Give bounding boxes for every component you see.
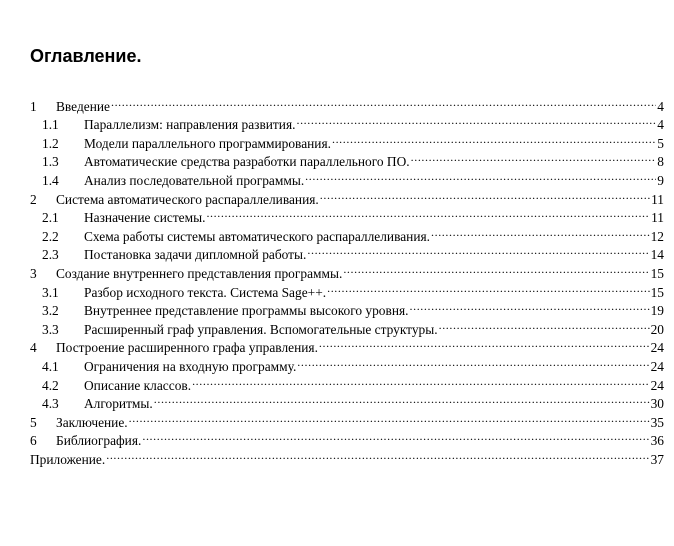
toc-entry-title: Приложение. (30, 451, 106, 467)
toc-entry[interactable] (30, 390, 664, 412)
toc-entry[interactable] (30, 315, 664, 337)
toc-entry-title: Расширенный граф управления. Вспомогательные структуры. (84, 321, 438, 337)
toc-entry-number: 1.2 (42, 135, 59, 151)
toc-entry[interactable] (30, 352, 664, 374)
toc-entry[interactable] (30, 259, 664, 281)
toc-entry-page-number: 37 (650, 451, 664, 467)
toc-entry[interactable] (30, 297, 664, 319)
toc-entry-page-number: 15 (650, 265, 664, 281)
toc-entry-number: 2.1 (42, 210, 59, 226)
toc-entry-number: 3.3 (42, 321, 59, 337)
toc-dot-leader (296, 111, 656, 130)
toc-entry[interactable] (30, 185, 664, 207)
toc-entry-page-number: 4 (657, 117, 664, 133)
toc-entry-number: 3.2 (42, 303, 59, 319)
toc-entry-number: 4 (30, 340, 37, 356)
toc-dot-leader (410, 297, 650, 316)
toc-entry-title: Схема работы системы автоматического распараллеливания. (84, 228, 430, 244)
toc-entry-title: Описание классов. (84, 377, 192, 393)
toc-entry-title: Создание внутреннего представления программы. (56, 265, 343, 281)
toc-entry-number: 3 (30, 265, 37, 281)
toc-dot-leader (307, 241, 649, 260)
toc-entry-title: Библиография. (56, 433, 142, 449)
toc-list (30, 92, 664, 467)
toc-dot-leader (411, 148, 657, 167)
toc-entry-page-number: 8 (657, 154, 664, 170)
toc-entry-number: 2.2 (42, 228, 59, 244)
toc-dot-leader (129, 408, 650, 427)
toc-dot-leader (154, 390, 650, 409)
toc-entry-title: Алгоритмы. (84, 396, 153, 412)
toc-entry-number: 1.1 (42, 117, 59, 133)
toc-dot-leader (332, 129, 656, 148)
toc-entry-number: 3.1 (42, 284, 59, 300)
toc-entry[interactable] (30, 111, 664, 133)
toc-entry[interactable] (30, 204, 664, 226)
toc-entry-number: 1 (30, 98, 37, 114)
toc-entry-page-number: 15 (650, 284, 664, 300)
document-page (30, 44, 664, 467)
toc-entry[interactable] (30, 129, 664, 151)
toc-entry-number: 2.3 (42, 247, 59, 263)
toc-entry-page-number: 9 (657, 172, 664, 188)
toc-entry-page-number: 12 (650, 228, 664, 244)
toc-entry-page-number: 11 (651, 191, 664, 207)
toc-entry[interactable] (30, 92, 664, 114)
toc-entry-number: 4.1 (42, 358, 59, 374)
toc-entry-title: Система автоматического распараллеливания. (56, 191, 319, 207)
toc-entry-title: Ограничения на входную программу. (84, 358, 297, 374)
toc-entry-number: 1.3 (42, 154, 59, 170)
toc-entry-page-number: 11 (651, 210, 664, 226)
toc-entry-title: Параллелизм: направления развития. (84, 117, 296, 133)
toc-entry-title: Введение (56, 98, 110, 114)
toc-entry-page-number: 36 (650, 433, 664, 449)
toc-entry-page-number: 14 (650, 247, 664, 263)
toc-heading: Оглавление. (30, 46, 142, 66)
toc-entry-title: Анализ последовательной программы. (84, 172, 305, 188)
toc-entry[interactable] (30, 371, 664, 393)
toc-dot-leader (431, 222, 650, 241)
toc-entry-title: Построение расширенного графа управления. (56, 340, 318, 356)
toc-entry[interactable] (30, 166, 664, 188)
toc-entry-number: 4.3 (42, 396, 59, 412)
toc-entry-page-number: 24 (650, 377, 664, 393)
toc-dot-leader (320, 185, 650, 204)
toc-entry-title: Автоматические средства разработки параллельного ПО. (84, 154, 410, 170)
toc-entry-number: 5 (30, 414, 37, 430)
toc-entry-title: Модели параллельного программирования. (84, 135, 331, 151)
toc-entry-page-number: 4 (657, 98, 664, 114)
toc-entry-number: 2 (30, 191, 37, 207)
toc-dot-leader (439, 315, 650, 334)
toc-entry-title: Постановка задачи дипломной работы. (84, 247, 307, 263)
toc-entry-page-number: 24 (650, 340, 664, 356)
toc-dot-leader (192, 371, 650, 390)
toc-entry[interactable] (30, 222, 664, 244)
toc-entry-number: 4.2 (42, 377, 59, 393)
toc-entry[interactable] (30, 408, 664, 430)
toc-entry-number: 6 (30, 433, 37, 449)
toc-entry-page-number: 19 (650, 303, 664, 319)
toc-entry-title: Внутреннее представление программы высокого уровня. (84, 303, 409, 319)
toc-entry[interactable] (30, 278, 664, 300)
toc-dot-leader (111, 92, 656, 111)
toc-entry-page-number: 35 (650, 414, 664, 430)
toc-dot-leader (106, 445, 649, 464)
toc-entry-title: Заключение. (56, 414, 128, 430)
toc-dot-leader (327, 278, 650, 297)
toc-entry[interactable] (30, 148, 664, 170)
toc-dot-leader (343, 259, 649, 278)
toc-entry[interactable] (30, 427, 664, 449)
toc-entry[interactable] (30, 241, 664, 263)
toc-entry-number: 1.4 (42, 172, 59, 188)
toc-dot-leader (297, 352, 649, 371)
toc-dot-leader (319, 334, 650, 353)
toc-dot-leader (305, 166, 656, 185)
toc-dot-leader (206, 204, 650, 223)
toc-entry[interactable] (30, 445, 664, 467)
toc-dot-leader (142, 427, 649, 446)
toc-entry-title: Назначение системы. (84, 210, 206, 226)
toc-entry-page-number: 30 (650, 396, 664, 412)
toc-entry-page-number: 20 (650, 321, 664, 337)
toc-entry-title: Разбор исходного текста. Система Sage++. (84, 284, 327, 300)
toc-entry-page-number: 5 (657, 135, 664, 151)
toc-entry-page-number: 24 (650, 358, 664, 374)
toc-entry[interactable] (30, 334, 664, 356)
